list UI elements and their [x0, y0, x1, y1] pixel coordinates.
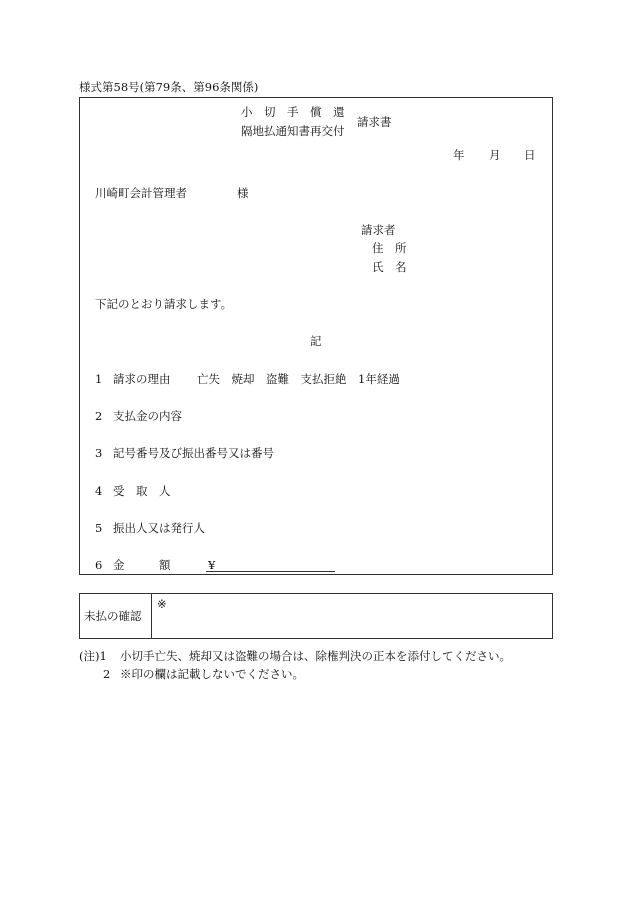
date-year: 年	[453, 148, 465, 162]
title-line-1: 小 切 手 償 還	[241, 105, 345, 119]
requester-name-label: 氏 名	[372, 260, 407, 274]
item-payment-content-label: 支払金の内容	[113, 409, 182, 423]
form-number-header: 様式第58号(第79条、第96条関係)	[79, 80, 259, 94]
request-statement: 下記のとおり請求します。	[95, 297, 233, 311]
requester-label: 請求者	[361, 223, 396, 237]
title-line-2: 隔地払通知書再交付	[241, 124, 345, 138]
note-2: ※印の欄は記載しないでください。	[120, 667, 304, 681]
item-reason-options: 亡失 焼却 盗難 支払拒絶 1年経過	[197, 372, 400, 386]
ki-heading: 記	[310, 334, 322, 348]
item-number: 6	[95, 558, 103, 572]
yen-symbol: ¥	[208, 558, 216, 572]
item-recipient-label: 受 取 人	[113, 484, 171, 498]
item-reason-label: 請求の理由	[113, 372, 171, 386]
item-amount-label: 金 額	[113, 558, 171, 572]
item-number: 5	[95, 521, 103, 535]
confirmation-divider	[151, 593, 152, 639]
note-2-number: 2	[103, 667, 111, 681]
item-serial-number-label: 記号番号及び振出番号又は番号	[113, 446, 274, 460]
requester-address-label: 住 所	[372, 241, 407, 255]
amount-underline	[206, 571, 335, 572]
addressee-name: 川崎町会計管理者	[95, 186, 187, 200]
note-prefix: (注)1	[79, 649, 107, 663]
item-number: 4	[95, 484, 103, 498]
date-day: 日	[524, 148, 536, 162]
item-number: 1	[95, 372, 103, 386]
item-issuer-label: 振出人又は発行人	[113, 521, 205, 535]
unpaid-confirmation-label: 未払の確認	[84, 609, 142, 623]
note-1: 小切手亡失、焼却又は盗難の場合は、除権判決の正本を添付してください。	[120, 649, 511, 663]
addressee-honorific: 様	[237, 186, 249, 200]
date-month: 月	[489, 148, 501, 162]
title-suffix: 請求書	[357, 115, 392, 129]
asterisk-mark: ※	[157, 597, 167, 611]
item-number: 3	[95, 446, 103, 460]
item-number: 2	[95, 409, 103, 423]
